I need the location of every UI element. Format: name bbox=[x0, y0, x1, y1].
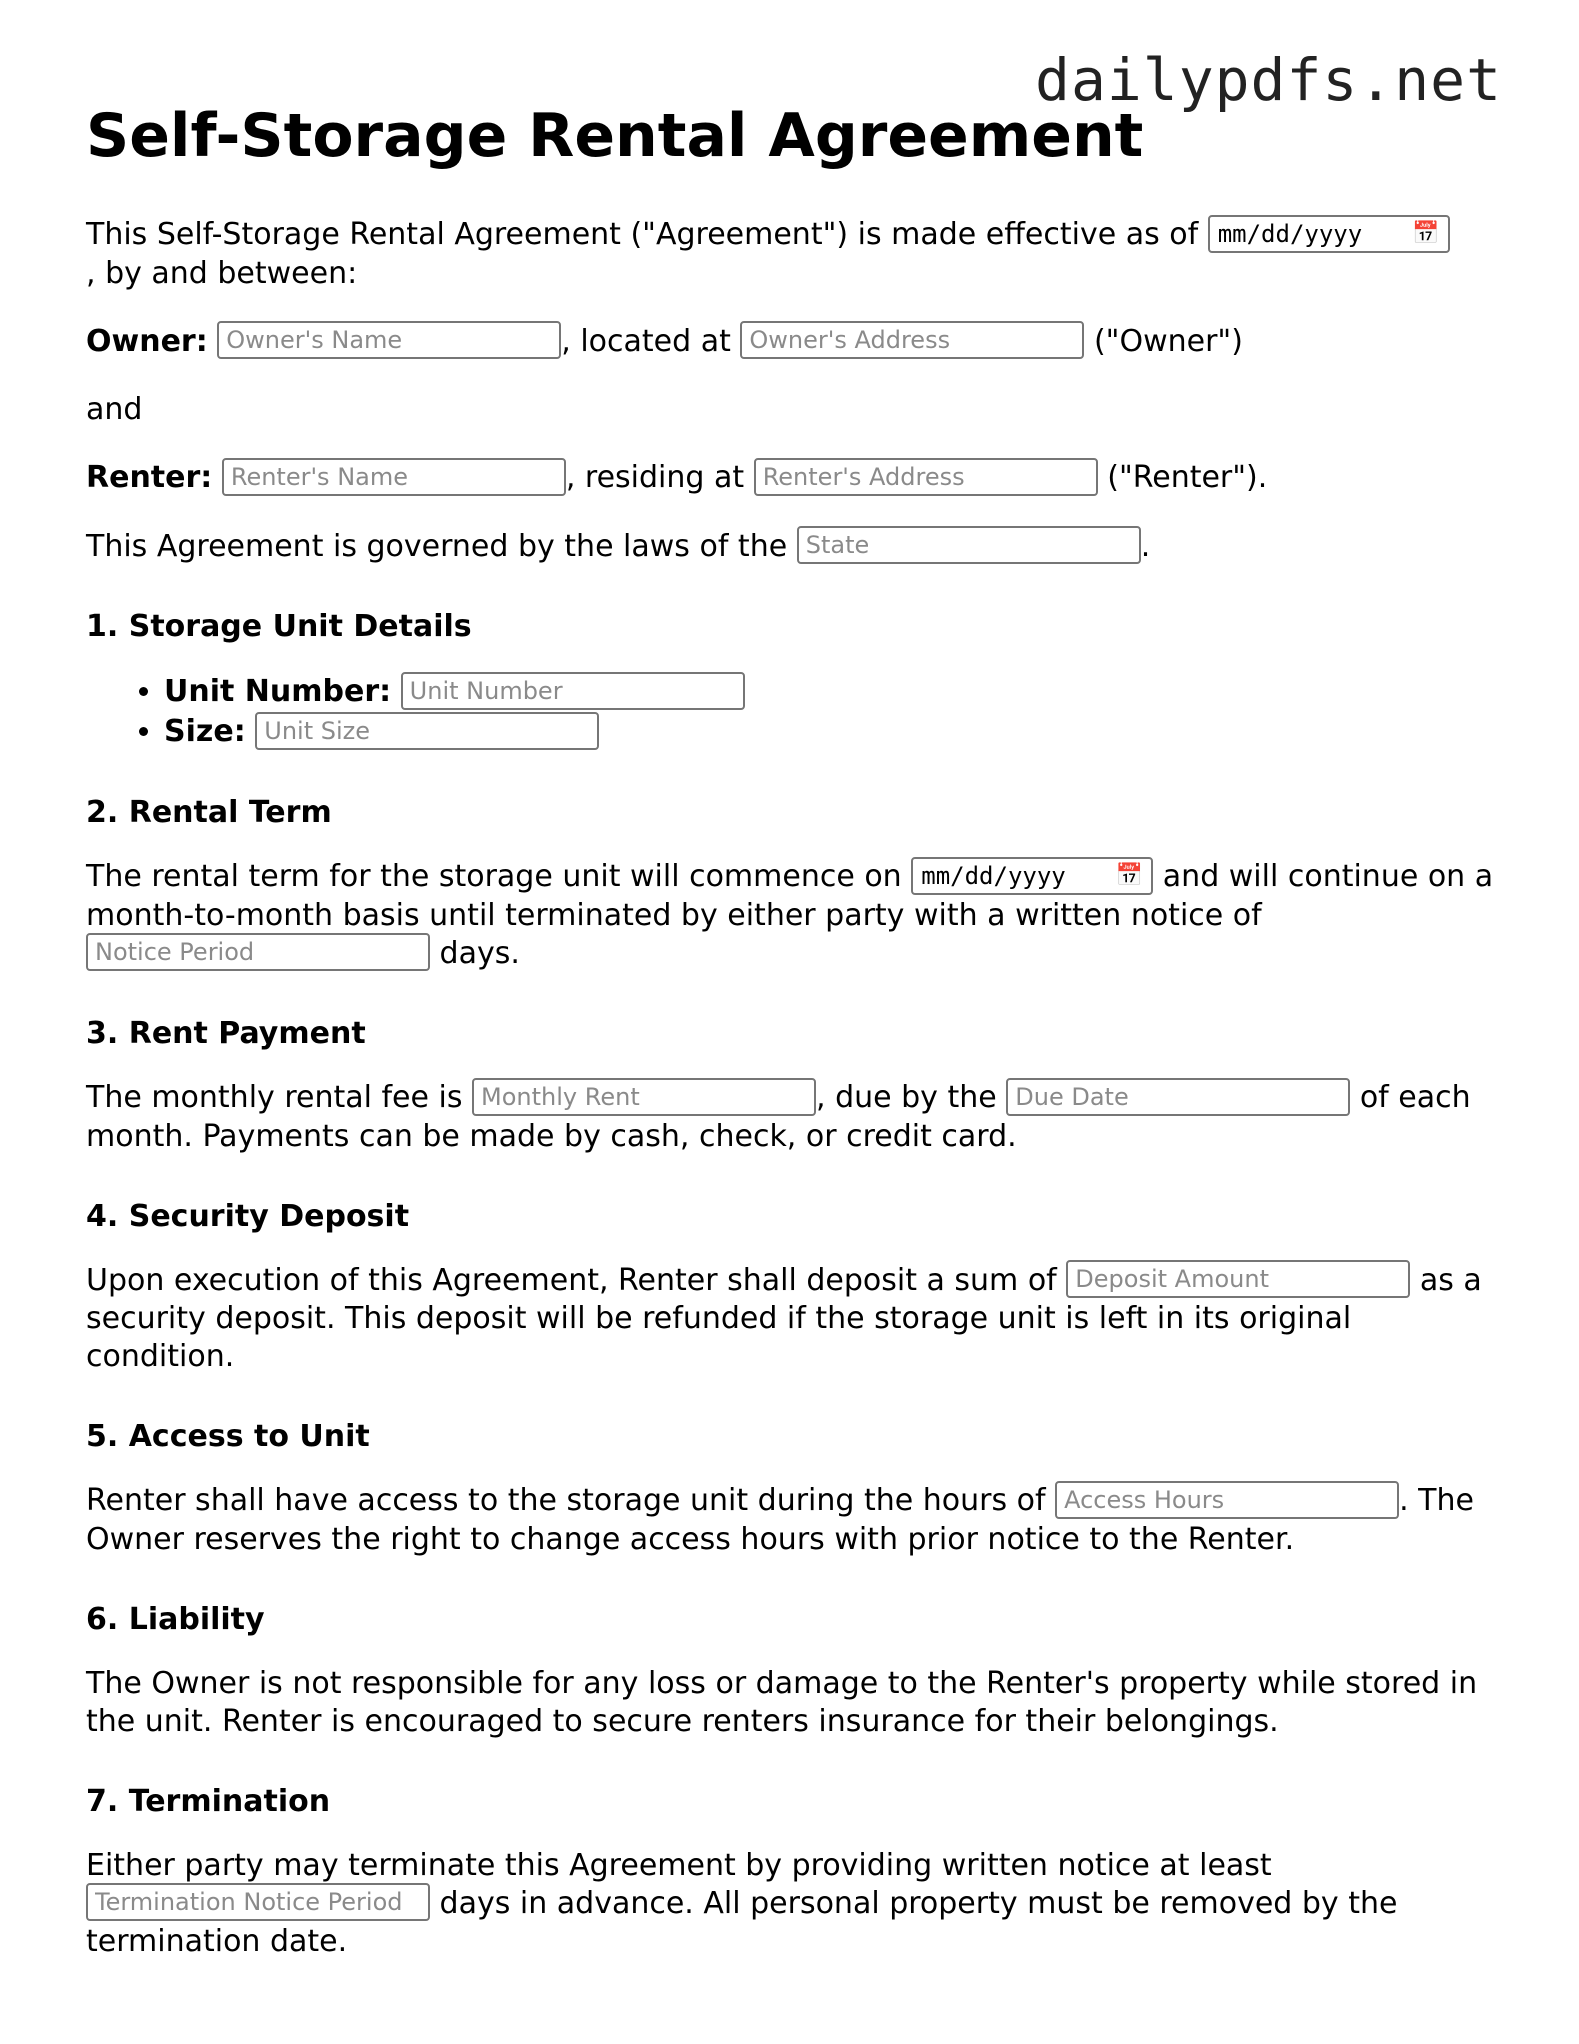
liability-paragraph: The Owner is not responsible for any loss or damage to the Renter's property while stored in the unit. Renter is encouraged to secure renters insurance for their belongings. bbox=[86, 1665, 1478, 1739]
list-item: • Unit Number: Unit Number bbox=[164, 672, 1496, 712]
page-title: Self-Storage Rental Agreement bbox=[86, 101, 1144, 171]
access-hours-input[interactable] bbox=[1055, 1481, 1399, 1519]
calendar-icon[interactable]: 📅 bbox=[1115, 862, 1144, 888]
notice-period-input[interactable] bbox=[86, 933, 430, 971]
list-item: • Size: Unit Size bbox=[164, 712, 1496, 752]
section-heading-termination: 7. Termination bbox=[86, 1783, 331, 1819]
termination-notice-input[interactable] bbox=[86, 1883, 430, 1921]
agreement-document bbox=[86, 100, 1496, 1991]
commence-date-input[interactable]: mm/dd/yyyy 📅 bbox=[911, 857, 1153, 895]
intro-suffix: , by and between: bbox=[86, 255, 358, 291]
owner-address-input[interactable] bbox=[740, 321, 1084, 359]
access-paragraph: Renter shall have access to the storage unit during the hours of Access Hours . The Owner reserves the right to change access hours with prior notice to the Renter. bbox=[86, 1482, 1496, 1559]
section-heading-liability: 6. Liability bbox=[86, 1601, 265, 1637]
governing-line: This Agreement is governed by the laws of the State . bbox=[86, 528, 1496, 567]
owner-name-input[interactable] bbox=[217, 321, 561, 359]
renter-name-input[interactable] bbox=[222, 458, 566, 496]
intro-text: This Self-Storage Rental Agreement ("Agreement") is made effective as of bbox=[86, 217, 1199, 252]
section-heading-security-deposit: 4. Security Deposit bbox=[86, 1198, 410, 1234]
unit-details-list bbox=[86, 672, 1496, 752]
section-heading-rent-payment: 3. Rent Payment bbox=[86, 1016, 366, 1051]
section-heading-access: 5. Access to Unit bbox=[86, 1419, 370, 1454]
renter-label: Renter: bbox=[86, 460, 213, 495]
unit-size-input[interactable] bbox=[255, 712, 599, 750]
unit-number-input[interactable] bbox=[401, 672, 745, 710]
owner-line: Owner: Owner's Name , located at Owner's Address ("Owner") bbox=[86, 323, 1496, 362]
termination-paragraph: Either party may terminate this Agreement by providing written notice at least Termination Notice Period days in advance. All personal property must be removed by the termination date. bbox=[86, 1847, 1496, 1962]
security-deposit-paragraph: Upon execution of this Agreement, Renter shall deposit a sum of Deposit Amount as a security deposit. This deposit will be refunded if the storage unit is left in its original condition. bbox=[86, 1262, 1496, 1377]
calendar-icon[interactable]: 📅 bbox=[1412, 220, 1440, 246]
monthly-rent-input[interactable] bbox=[472, 1078, 816, 1116]
deposit-amount-input[interactable] bbox=[1066, 1260, 1410, 1298]
rent-payment-paragraph: The monthly rental fee is Monthly Rent , due by the Due Date of each month. Payments can be made by cash, check, or credit card. bbox=[86, 1079, 1496, 1156]
section-heading-rental-term: 2. Rental Term bbox=[86, 795, 332, 830]
effective-date-input[interactable]: mm/dd/yyyy 📅 bbox=[1208, 215, 1450, 253]
renter-line: Renter: Renter's Name , residing at Renter's Address ("Renter"). bbox=[86, 459, 1496, 498]
state-input[interactable] bbox=[797, 526, 1141, 564]
and-text: and bbox=[86, 392, 143, 427]
due-date-input[interactable] bbox=[1006, 1078, 1350, 1116]
rental-term-paragraph: The rental term for the storage unit will commence on mm/dd/yyyy 📅 and will continue on a month-to-month basis until terminated by either party with a written notice of Notice Period days. bbox=[86, 858, 1496, 973]
intro-paragraph bbox=[86, 216, 1496, 293]
section-heading-storage-unit: 1. Storage Unit Details bbox=[86, 609, 472, 644]
renter-address-input[interactable] bbox=[754, 458, 1098, 496]
owner-label: Owner: bbox=[86, 323, 208, 359]
watermark: dailypdfs.net bbox=[1035, 46, 1502, 114]
